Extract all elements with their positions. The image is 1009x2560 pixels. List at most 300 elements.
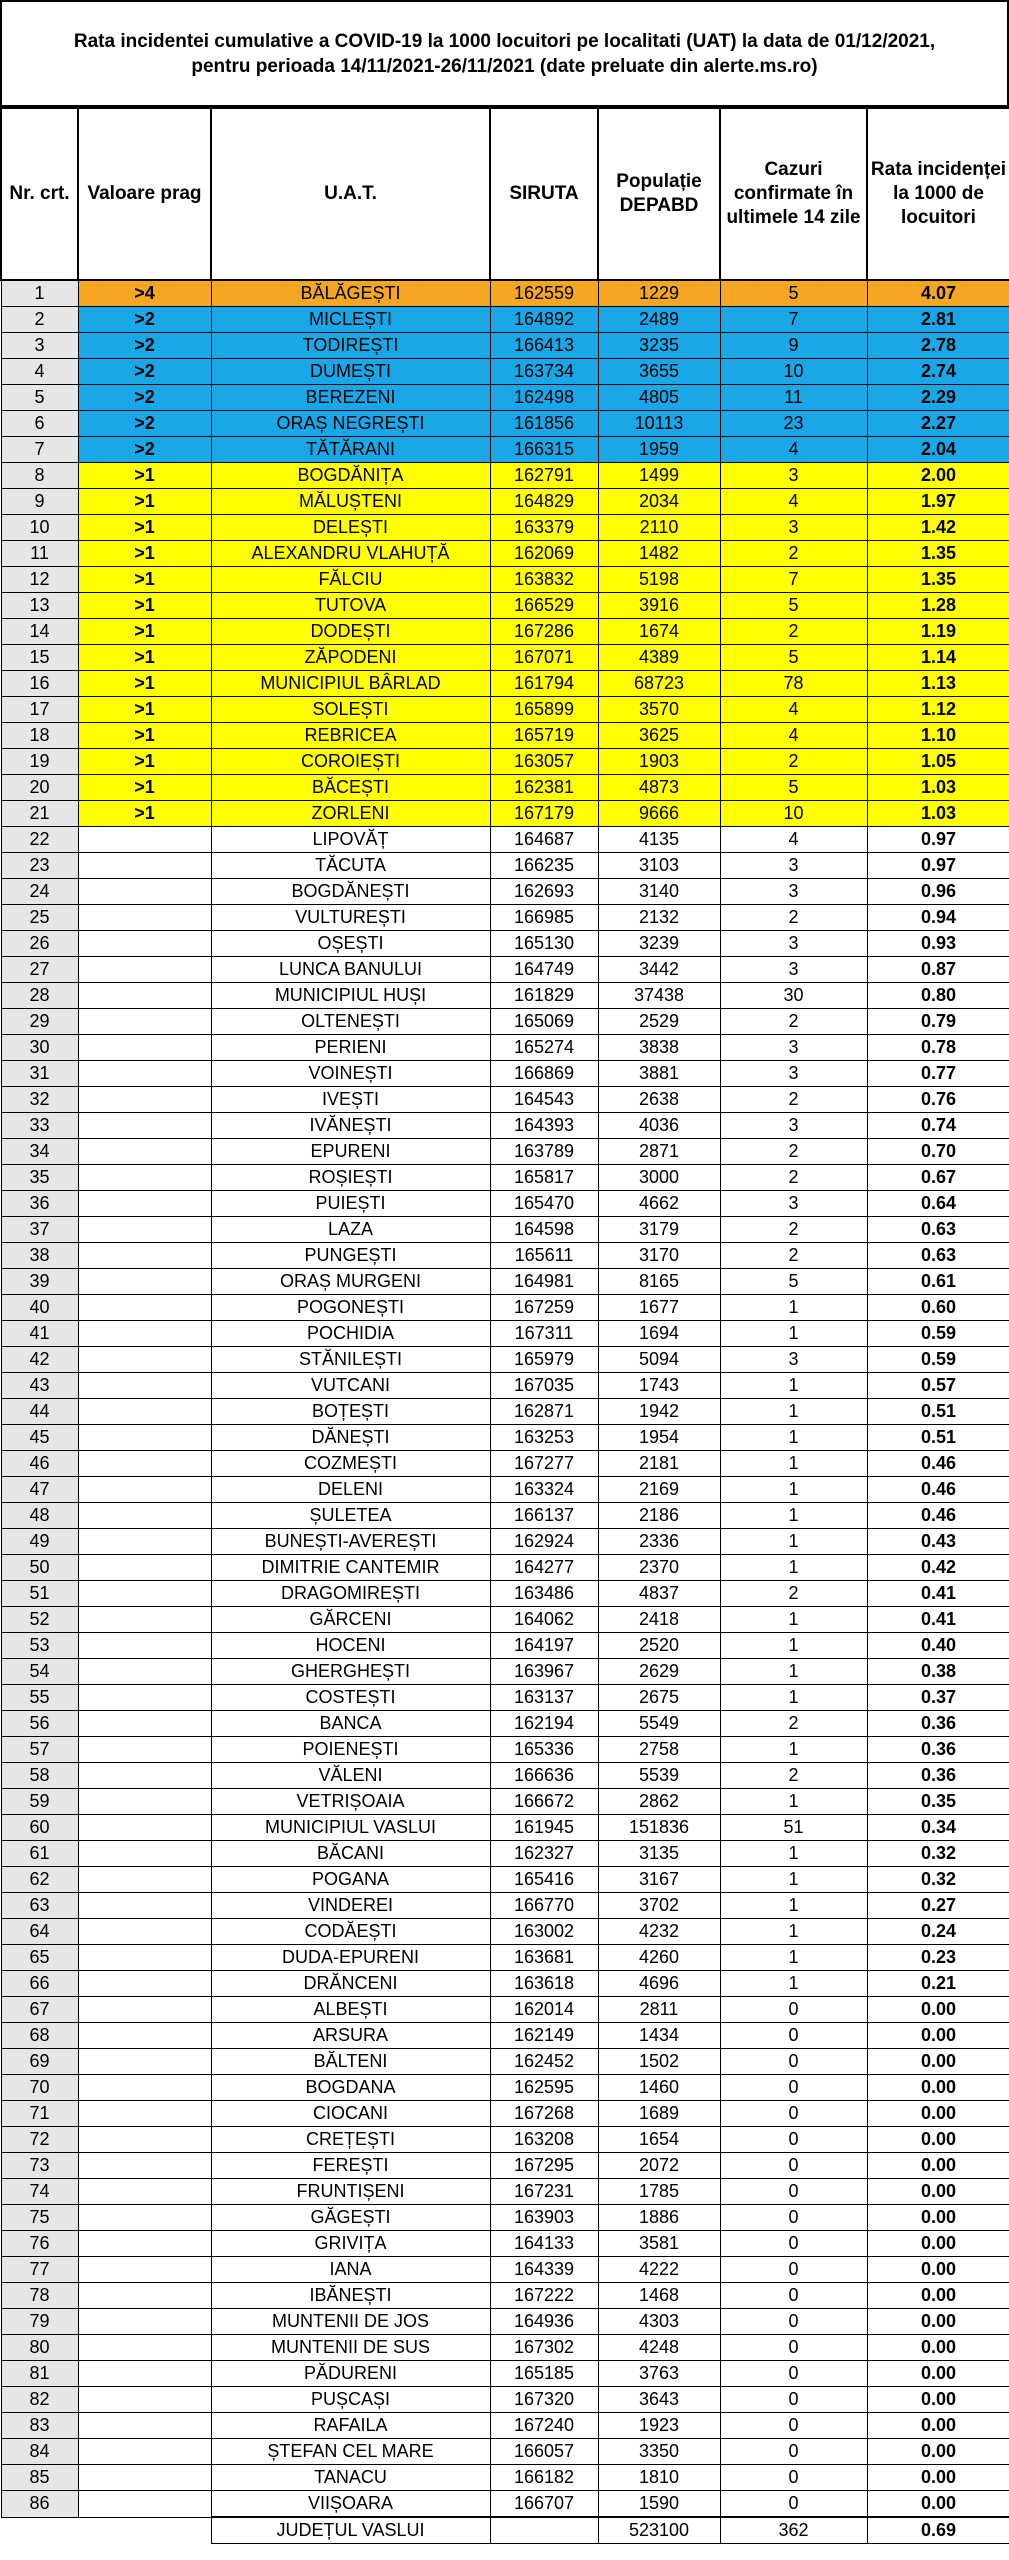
cell-uat: ALBEȘTI: [211, 1997, 490, 2023]
cell-cases: 4: [720, 827, 867, 853]
cell-nr: 23: [1, 853, 78, 879]
cell-nr: 59: [1, 1789, 78, 1815]
cell-threshold: >1: [78, 697, 211, 723]
cell-nr: 74: [1, 2179, 78, 2205]
cell-cases: 1: [720, 1841, 867, 1867]
cell-cases: 0: [720, 2283, 867, 2309]
cell-rate: 0.00: [867, 2153, 1009, 2179]
cell-cases: 2: [720, 749, 867, 775]
cell-siruta: 163486: [490, 1581, 598, 1607]
cell-uat: TUTOVA: [211, 593, 490, 619]
table-row: [1, 957, 1009, 983]
cell-uat: POGONEȘTI: [211, 1295, 490, 1321]
cell-population: 2520: [598, 1633, 720, 1659]
cell-threshold: >2: [78, 333, 211, 359]
cell-uat: HOCENI: [211, 1633, 490, 1659]
cell-threshold: [78, 2075, 211, 2101]
table-row: [1, 1009, 1009, 1035]
cell-siruta: 163681: [490, 1945, 598, 1971]
table-row: [1, 567, 1009, 593]
cell-population: 3140: [598, 879, 720, 905]
cell-threshold: [78, 1425, 211, 1451]
cell-threshold: [78, 1581, 211, 1607]
cell-threshold: [78, 1399, 211, 1425]
cell-siruta: 167311: [490, 1321, 598, 1347]
cell-population: 4389: [598, 645, 720, 671]
cell-threshold: [78, 827, 211, 853]
cell-uat: PERIENI: [211, 1035, 490, 1061]
table-row: [1, 1581, 1009, 1607]
cell-uat: FRUNTIȘENI: [211, 2179, 490, 2205]
cell-rate: 1.13: [867, 671, 1009, 697]
cell-rate: 0.00: [867, 2179, 1009, 2205]
cell-uat: BĂCANI: [211, 1841, 490, 1867]
cell-siruta: 165274: [490, 1035, 598, 1061]
cell-siruta: 164749: [490, 957, 598, 983]
total-rate: 0.69: [867, 2517, 1009, 2544]
cell-threshold: [78, 2101, 211, 2127]
cell-threshold: >1: [78, 723, 211, 749]
cell-cases: 10: [720, 801, 867, 827]
cell-rate: 0.36: [867, 1711, 1009, 1737]
cell-threshold: [78, 1737, 211, 1763]
cell-threshold: [78, 1347, 211, 1373]
cell-cases: 0: [720, 2101, 867, 2127]
cell-rate: 0.80: [867, 983, 1009, 1009]
cell-siruta: 162791: [490, 463, 598, 489]
cell-rate: 0.78: [867, 1035, 1009, 1061]
cell-rate: 2.27: [867, 411, 1009, 437]
cell-rate: 0.64: [867, 1191, 1009, 1217]
cell-rate: 0.00: [867, 2257, 1009, 2283]
cell-uat: EPURENI: [211, 1139, 490, 1165]
cell-siruta: 165069: [490, 1009, 598, 1035]
cell-threshold: [78, 1165, 211, 1191]
cell-threshold: [78, 2179, 211, 2205]
cell-nr: 32: [1, 1087, 78, 1113]
cell-nr: 6: [1, 411, 78, 437]
cell-siruta: 165817: [490, 1165, 598, 1191]
cell-uat: LUNCA BANULUI: [211, 957, 490, 983]
title-line-1: Rata incidentei cumulative a COVID-19 la 1000 locuitori pe localitati (UAT) la data de 01/12/2021,: [73, 30, 936, 52]
table-row: [1, 1217, 1009, 1243]
cell-population: 1434: [598, 2023, 720, 2049]
cell-nr: 35: [1, 1165, 78, 1191]
cell-threshold: [78, 1373, 211, 1399]
cell-cases: 3: [720, 515, 867, 541]
cell-siruta: 163379: [490, 515, 598, 541]
cell-siruta: 167277: [490, 1451, 598, 1477]
cell-cases: 9: [720, 333, 867, 359]
cell-nr: 70: [1, 2075, 78, 2101]
cell-nr: 81: [1, 2361, 78, 2387]
cell-threshold: >1: [78, 593, 211, 619]
cell-population: 3350: [598, 2439, 720, 2465]
cell-nr: 36: [1, 1191, 78, 1217]
cell-siruta: 166057: [490, 2439, 598, 2465]
cell-population: 3135: [598, 1841, 720, 1867]
cell-uat: BĂCEȘTI: [211, 775, 490, 801]
cell-threshold: [78, 1009, 211, 1035]
cell-rate: 0.36: [867, 1737, 1009, 1763]
cell-cases: 10: [720, 359, 867, 385]
cell-population: 4260: [598, 1945, 720, 1971]
cell-siruta: 162014: [490, 1997, 598, 2023]
cell-threshold: [78, 1893, 211, 1919]
table-row: [1, 333, 1009, 359]
table-row: [1, 1321, 1009, 1347]
cell-siruta: 166137: [490, 1503, 598, 1529]
cell-uat: PUIEȘTI: [211, 1191, 490, 1217]
cell-siruta: 163208: [490, 2127, 598, 2153]
cell-threshold: [78, 1321, 211, 1347]
table-row: [1, 515, 1009, 541]
table-row: [1, 437, 1009, 463]
cell-cases: 1: [720, 1919, 867, 1945]
cell-population: 3702: [598, 1893, 720, 1919]
cell-siruta: 163734: [490, 359, 598, 385]
cell-nr: 20: [1, 775, 78, 801]
cell-siruta: 164598: [490, 1217, 598, 1243]
cell-cases: 4: [720, 489, 867, 515]
cell-nr: 76: [1, 2231, 78, 2257]
cell-population: 3643: [598, 2387, 720, 2413]
cell-population: 1677: [598, 1295, 720, 1321]
cell-siruta: 162693: [490, 879, 598, 905]
cell-siruta: 167035: [490, 1373, 598, 1399]
cell-rate: 1.03: [867, 801, 1009, 827]
table-row: [1, 1373, 1009, 1399]
table-row: [1, 853, 1009, 879]
cell-rate: 1.05: [867, 749, 1009, 775]
header-uat: U.A.T.: [211, 108, 490, 280]
cell-cases: 3: [720, 1061, 867, 1087]
cell-nr: 28: [1, 983, 78, 1009]
cell-rate: 0.41: [867, 1607, 1009, 1633]
cell-threshold: >1: [78, 567, 211, 593]
cell-uat: GĂRCENI: [211, 1607, 490, 1633]
cell-population: 4662: [598, 1191, 720, 1217]
cell-cases: 4: [720, 437, 867, 463]
cell-siruta: 161856: [490, 411, 598, 437]
cell-nr: 2: [1, 307, 78, 333]
cell-threshold: [78, 2153, 211, 2179]
cell-cases: 0: [720, 2335, 867, 2361]
cell-nr: 49: [1, 1529, 78, 1555]
cell-rate: 2.81: [867, 307, 1009, 333]
cell-siruta: 166672: [490, 1789, 598, 1815]
cell-population: 1954: [598, 1425, 720, 1451]
cell-rate: 0.97: [867, 853, 1009, 879]
cell-cases: 0: [720, 2387, 867, 2413]
cell-uat: VUTCANI: [211, 1373, 490, 1399]
cell-rate: 1.97: [867, 489, 1009, 515]
cell-threshold: >2: [78, 359, 211, 385]
cell-uat: DĂNEȘTI: [211, 1425, 490, 1451]
cell-population: 2418: [598, 1607, 720, 1633]
table-row: [1, 1737, 1009, 1763]
cell-rate: 1.10: [867, 723, 1009, 749]
cell-rate: 0.79: [867, 1009, 1009, 1035]
table-row: [1, 931, 1009, 957]
cell-siruta: 164277: [490, 1555, 598, 1581]
table-row: [1, 1165, 1009, 1191]
table-row: [1, 2257, 1009, 2283]
cell-threshold: [78, 1269, 211, 1295]
cell-population: 2862: [598, 1789, 720, 1815]
cell-nr: 52: [1, 1607, 78, 1633]
cell-uat: BOGDĂNEȘTI: [211, 879, 490, 905]
cell-rate: 0.21: [867, 1971, 1009, 1997]
cell-uat: DRAGOMIREȘTI: [211, 1581, 490, 1607]
cell-cases: 1: [720, 1373, 867, 1399]
cell-uat: IBĂNEȘTI: [211, 2283, 490, 2309]
header-nr: Nr. crt.: [1, 108, 78, 280]
cell-nr: 26: [1, 931, 78, 957]
cell-nr: 85: [1, 2465, 78, 2491]
cell-rate: 1.35: [867, 567, 1009, 593]
cell-nr: 13: [1, 593, 78, 619]
cell-nr: 22: [1, 827, 78, 853]
cell-siruta: 165611: [490, 1243, 598, 1269]
cell-nr: 73: [1, 2153, 78, 2179]
cell-threshold: [78, 1113, 211, 1139]
cell-siruta: 163618: [490, 1971, 598, 1997]
cell-siruta: 164543: [490, 1087, 598, 1113]
cell-siruta: 165979: [490, 1347, 598, 1373]
cell-nr: 25: [1, 905, 78, 931]
cell-siruta: 162149: [490, 2023, 598, 2049]
cell-rate: 0.46: [867, 1503, 1009, 1529]
cell-cases: 0: [720, 2465, 867, 2491]
cell-uat: BĂLTENI: [211, 2049, 490, 2075]
cell-threshold: >2: [78, 411, 211, 437]
cell-cases: 3: [720, 1035, 867, 1061]
cell-rate: 0.96: [867, 879, 1009, 905]
cell-population: 1903: [598, 749, 720, 775]
cell-cases: 1: [720, 1555, 867, 1581]
cell-rate: 0.76: [867, 1087, 1009, 1113]
cell-cases: 7: [720, 567, 867, 593]
cell-nr: 54: [1, 1659, 78, 1685]
cell-siruta: 164197: [490, 1633, 598, 1659]
table-row: [1, 1919, 1009, 1945]
cell-population: 4248: [598, 2335, 720, 2361]
table-row: [1, 1425, 1009, 1451]
cell-uat: DUMEȘTI: [211, 359, 490, 385]
cell-nr: 40: [1, 1295, 78, 1321]
cell-population: 2638: [598, 1087, 720, 1113]
table-row: [1, 983, 1009, 1009]
cell-threshold: [78, 1061, 211, 1087]
cell-cases: 2: [720, 1087, 867, 1113]
cell-siruta: 167295: [490, 2153, 598, 2179]
cell-population: 2675: [598, 1685, 720, 1711]
cell-threshold: [78, 2257, 211, 2283]
cell-siruta: 166869: [490, 1061, 598, 1087]
cell-rate: 0.00: [867, 2439, 1009, 2465]
cell-rate: 0.51: [867, 1399, 1009, 1425]
cell-cases: 1: [720, 1451, 867, 1477]
cell-uat: POGANA: [211, 1867, 490, 1893]
cell-population: 2034: [598, 489, 720, 515]
cell-cases: 0: [720, 2049, 867, 2075]
cell-nr: 39: [1, 1269, 78, 1295]
cell-rate: 0.32: [867, 1867, 1009, 1893]
cell-rate: 0.00: [867, 2023, 1009, 2049]
cell-siruta: 167231: [490, 2179, 598, 2205]
cell-cases: 0: [720, 2127, 867, 2153]
cell-nr: 78: [1, 2283, 78, 2309]
table-row: [1, 385, 1009, 411]
cell-rate: 0.59: [867, 1347, 1009, 1373]
cell-population: 3655: [598, 359, 720, 385]
table-row: [1, 1087, 1009, 1113]
table-row: [1, 1061, 1009, 1087]
cell-siruta: 164892: [490, 307, 598, 333]
cell-uat: CIOCANI: [211, 2101, 490, 2127]
cell-threshold: [78, 2387, 211, 2413]
cell-rate: 0.38: [867, 1659, 1009, 1685]
cell-uat: OȘEȘTI: [211, 931, 490, 957]
table-row: [1, 1997, 1009, 2023]
cell-threshold: >1: [78, 515, 211, 541]
cell-rate: 0.61: [867, 1269, 1009, 1295]
cell-uat: TĂCUTA: [211, 853, 490, 879]
cell-siruta: 164687: [490, 827, 598, 853]
cell-cases: 2: [720, 1165, 867, 1191]
table-row: [1, 463, 1009, 489]
cell-rate: 0.00: [867, 2309, 1009, 2335]
cell-threshold: [78, 1087, 211, 1113]
cell-cases: 5: [720, 1269, 867, 1295]
cell-cases: 7: [720, 307, 867, 333]
cell-rate: 0.00: [867, 2205, 1009, 2231]
cell-siruta: 167179: [490, 801, 598, 827]
table-row: [1, 307, 1009, 333]
cell-uat: REBRICEA: [211, 723, 490, 749]
cell-uat: CODĂEȘTI: [211, 1919, 490, 1945]
cell-siruta: 163967: [490, 1659, 598, 1685]
cell-population: 1674: [598, 619, 720, 645]
table-row: [1, 2101, 1009, 2127]
cell-rate: 0.46: [867, 1451, 1009, 1477]
cell-threshold: [78, 2231, 211, 2257]
cell-rate: 0.00: [867, 2361, 1009, 2387]
cell-cases: 2: [720, 1243, 867, 1269]
cell-siruta: 166413: [490, 333, 598, 359]
cell-threshold: [78, 1243, 211, 1269]
cell-siruta: 163002: [490, 1919, 598, 1945]
cell-population: 2529: [598, 1009, 720, 1035]
cell-siruta: 162924: [490, 1529, 598, 1555]
cell-cases: 0: [720, 2153, 867, 2179]
cell-rate: 4.07: [867, 280, 1009, 307]
cell-population: 2181: [598, 1451, 720, 1477]
cell-threshold: [78, 905, 211, 931]
table-row: [1, 1841, 1009, 1867]
total-siruta-cell: [490, 2517, 598, 2544]
cell-rate: 0.46: [867, 1477, 1009, 1503]
cell-uat: BEREZENI: [211, 385, 490, 411]
cell-rate: 0.23: [867, 1945, 1009, 1971]
table-row: [1, 2023, 1009, 2049]
table-row: [1, 1477, 1009, 1503]
cell-population: 3570: [598, 697, 720, 723]
cell-uat: MUNICIPIUL HUȘI: [211, 983, 490, 1009]
cell-nr: 68: [1, 2023, 78, 2049]
cell-rate: 1.28: [867, 593, 1009, 619]
cell-nr: 42: [1, 1347, 78, 1373]
cell-nr: 27: [1, 957, 78, 983]
cell-uat: BUNEȘTI-AVEREȘTI: [211, 1529, 490, 1555]
cell-cases: 1: [720, 1607, 867, 1633]
table-row: [1, 2205, 1009, 2231]
cell-cases: 1: [720, 1737, 867, 1763]
cell-rate: 0.37: [867, 1685, 1009, 1711]
table-row: [1, 1139, 1009, 1165]
cell-rate: 0.00: [867, 1997, 1009, 2023]
table-row: [1, 1399, 1009, 1425]
cell-cases: 3: [720, 463, 867, 489]
cell-threshold: [78, 931, 211, 957]
cell-threshold: [78, 1919, 211, 1945]
cell-uat: MUNTENII DE JOS: [211, 2309, 490, 2335]
cell-nr: 16: [1, 671, 78, 697]
cell-siruta: 162069: [490, 541, 598, 567]
cell-population: 1743: [598, 1373, 720, 1399]
cell-cases: 2: [720, 619, 867, 645]
cell-cases: 0: [720, 2179, 867, 2205]
cell-nr: 86: [1, 2491, 78, 2518]
cell-cases: 1: [720, 1477, 867, 1503]
cell-cases: 0: [720, 2439, 867, 2465]
cell-population: 2169: [598, 1477, 720, 1503]
cell-nr: 60: [1, 1815, 78, 1841]
cell-uat: TANACU: [211, 2465, 490, 2491]
cell-uat: BĂLĂGEȘTI: [211, 280, 490, 307]
cell-rate: 0.34: [867, 1815, 1009, 1841]
table-row: [1, 697, 1009, 723]
cell-nr: 84: [1, 2439, 78, 2465]
cell-uat: ȘULETEA: [211, 1503, 490, 1529]
cell-nr: 14: [1, 619, 78, 645]
cell-population: 1654: [598, 2127, 720, 2153]
table-row: [1, 593, 1009, 619]
cell-population: 3103: [598, 853, 720, 879]
cell-siruta: 162327: [490, 1841, 598, 1867]
table-row: [1, 1971, 1009, 1997]
cell-siruta: 163324: [490, 1477, 598, 1503]
table-row: [1, 1243, 1009, 1269]
cell-siruta: 162452: [490, 2049, 598, 2075]
cell-population: 1229: [598, 280, 720, 307]
table-row: [1, 411, 1009, 437]
cell-cases: 0: [720, 2231, 867, 2257]
cell-uat: COSTEȘTI: [211, 1685, 490, 1711]
cell-population: 1886: [598, 2205, 720, 2231]
cell-cases: 3: [720, 1113, 867, 1139]
cell-population: 3239: [598, 931, 720, 957]
table-row: [1, 1815, 1009, 1841]
cell-uat: BOGDANA: [211, 2075, 490, 2101]
cell-nr: 8: [1, 463, 78, 489]
cell-rate: 2.04: [867, 437, 1009, 463]
cell-rate: 0.35: [867, 1789, 1009, 1815]
cell-threshold: [78, 1139, 211, 1165]
table-row: [1, 1633, 1009, 1659]
cell-rate: 0.67: [867, 1165, 1009, 1191]
